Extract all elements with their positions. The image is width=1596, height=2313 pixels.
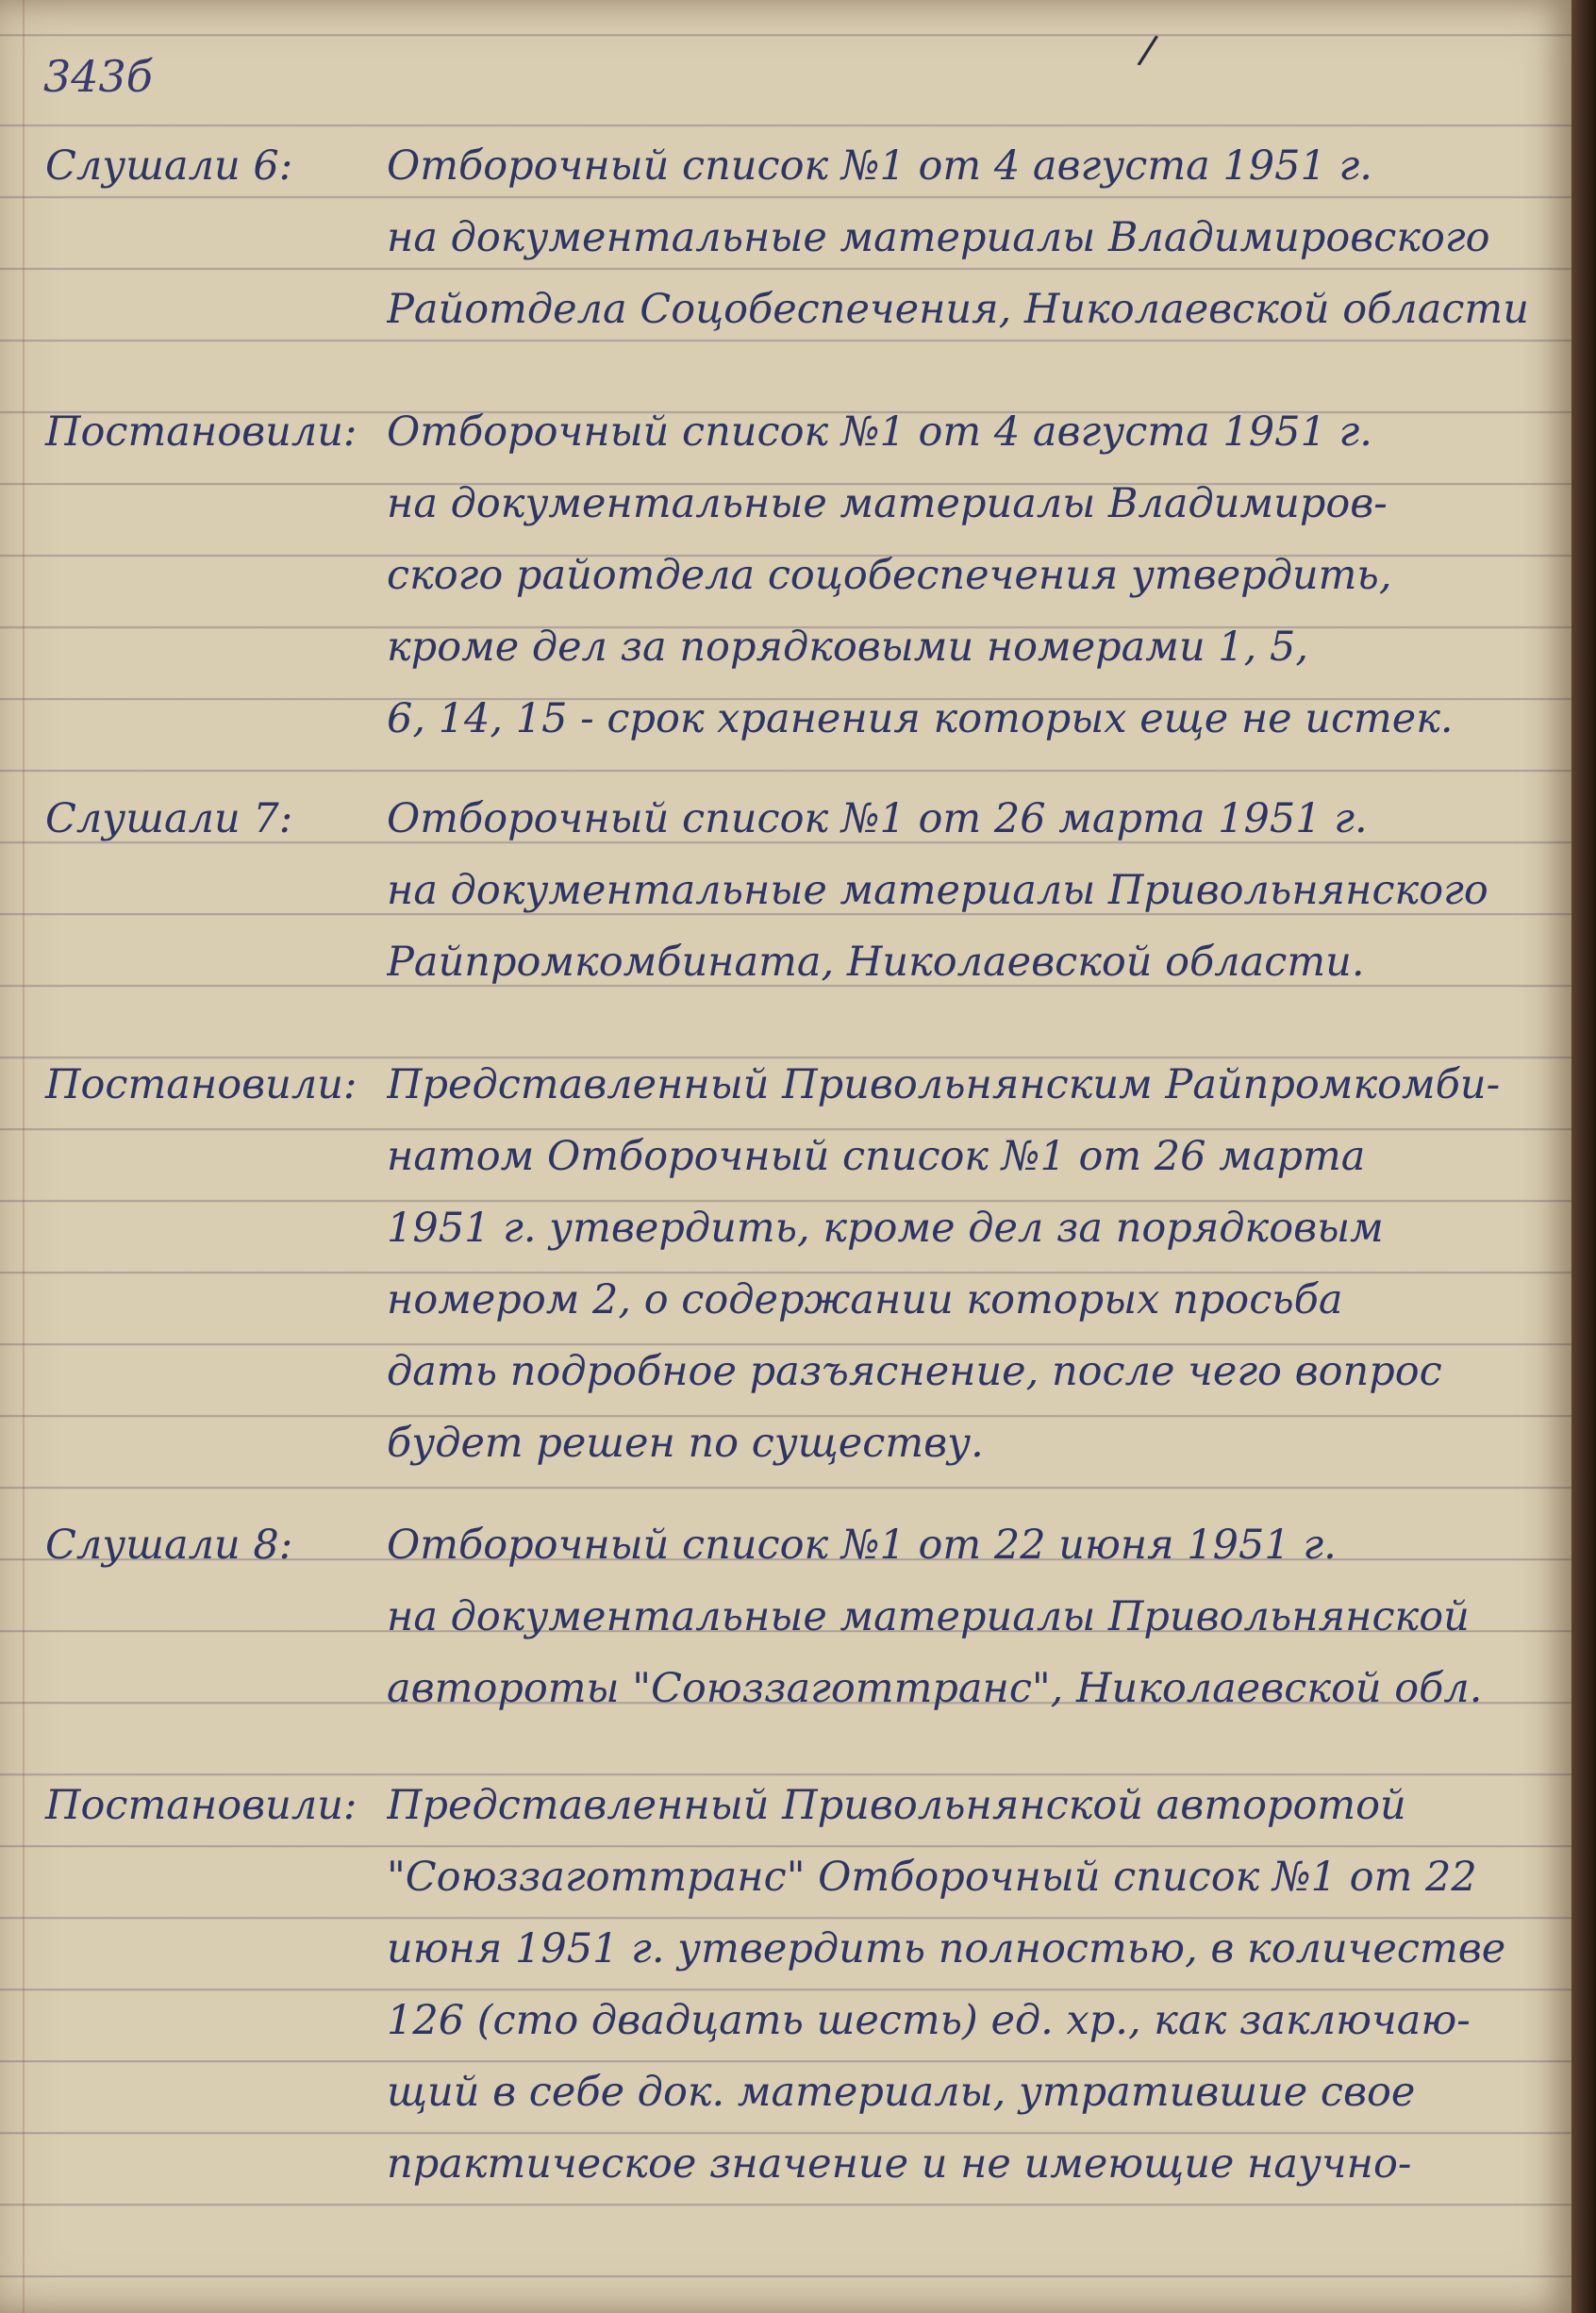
text-line: на документальные материалы Привольнянского — [387, 867, 1488, 914]
margin-line — [23, 0, 25, 2313]
text-line: будет решен по существу. — [387, 1420, 984, 1467]
entry-text — [387, 783, 1552, 998]
entry-label: Слушали 8: — [45, 1522, 293, 1569]
text-line: практическое значение и не имеющие научно- — [387, 2140, 1412, 2188]
notebook-spine — [1571, 0, 1596, 2313]
entry-label: Слушали 6: — [45, 142, 293, 190]
text-line: на документальные материалы Привольнянской — [387, 1593, 1470, 1640]
folio-number: 343б — [43, 51, 153, 102]
text-line: июня 1951 г. утвердить полностью, в количестве — [387, 1925, 1506, 1972]
text-line: номером 2, о содержании которых просьба — [387, 1276, 1343, 1323]
text-line: Представленный Привольнянской авторотой — [387, 1782, 1406, 1829]
text-line: дать подробное разъяснение, после чего вопрос — [387, 1348, 1442, 1395]
text-line: на документальные материалы Владимировского — [387, 214, 1490, 261]
entry-label: Постановили: — [45, 408, 357, 456]
entry-text — [387, 130, 1552, 345]
text-line: Отборочный список №1 от 4 августа 1951 г. — [387, 142, 1372, 190]
text-line: Отборочный список №1 от 22 июня 1951 г. — [387, 1522, 1337, 1569]
text-line: на документальные материалы Владимиров- — [387, 480, 1388, 527]
entry-text — [387, 396, 1552, 755]
text-line: 1951 г. утвердить, кроме дел за порядковым — [387, 1205, 1384, 1252]
entry-text — [387, 1509, 1552, 1724]
text-line: Райотдела Соцобеспечения, Николаевской области — [387, 286, 1529, 333]
text-line: 6, 14, 15 - срок хранения которых еще не истек. — [387, 695, 1454, 742]
text-line: ского райотдела соцобеспечения утвердить, — [387, 552, 1392, 599]
text-line: натом Отборочный список №1 от 26 марта — [387, 1133, 1366, 1180]
text-line: Отборочный список №1 от 4 августа 1951 г. — [387, 408, 1372, 456]
entry-text — [387, 1049, 1552, 1479]
text-line: Представленный Привольнянским Райпромкомби- — [387, 1061, 1501, 1108]
check-mark: / — [1135, 25, 1161, 74]
text-line: кроме дел за порядковыми номерами 1, 5, — [387, 624, 1309, 671]
text-line: 126 (сто двадцать шесть) ед. хр., как заключаю- — [387, 1997, 1471, 2044]
text-line: Райпромкомбината, Николаевской области. — [387, 939, 1365, 986]
text-line: Отборочный список №1 от 26 марта 1951 г. — [387, 795, 1368, 842]
entry-text — [387, 1770, 1552, 2200]
text-line: "Союззаготтранс" Отборочный список №1 от 22 — [387, 1854, 1477, 1901]
entry-label: Постановили: — [45, 1061, 357, 1108]
entry-label: Слушали 7: — [45, 795, 293, 842]
entry-label: Постановили: — [45, 1782, 357, 1829]
text-line: щий в себе док. материалы, утратившие свое — [387, 2069, 1416, 2116]
text-line: автороты "Союззаготтранс", Николаевской обл. — [387, 1665, 1483, 1712]
